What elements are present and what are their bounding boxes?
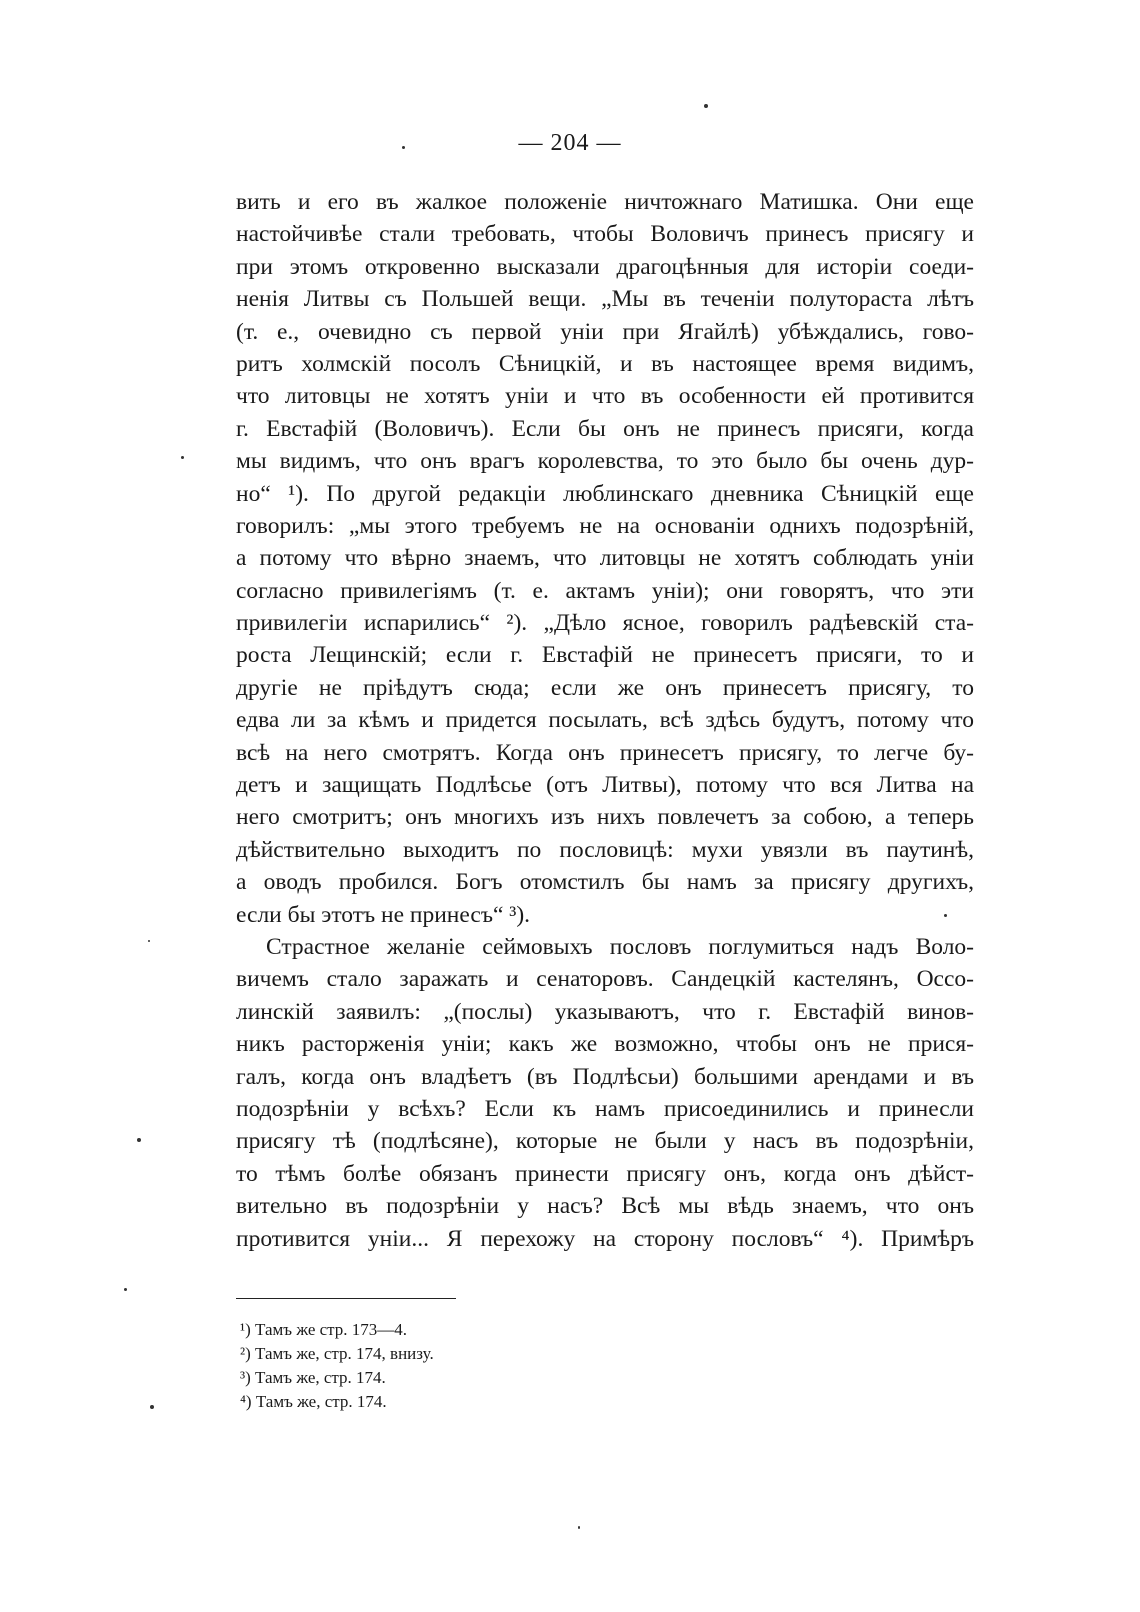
scan-speck	[148, 940, 150, 942]
text-line: него смотритъ; онъ многихъ изъ нихъ повлечетъ за собою, а теперь	[236, 804, 974, 831]
footnote: ²) Тамъ же, стр. 174, внизу.	[240, 1344, 434, 1363]
footnote: ³) Тамъ же, стр. 174.	[240, 1368, 386, 1387]
text-line: вительно въ подозрѣніи у насъ? Всѣ мы вѣдь знаемъ, что онъ	[236, 1193, 974, 1220]
text-line: всѣ на него смотрятъ. Когда онъ принесетъ присягу, то легче бу-	[236, 739, 974, 766]
text-line: (т. е., очевидно съ первой уніи при Ягайлѣ) убѣждались, гово-	[236, 318, 974, 345]
text-line: роста Лещинскій; если г. Евстафій не принесетъ присяги, то и	[236, 642, 974, 669]
text-line: что литовцы не хотятъ уніи и что въ особенности ей противится	[236, 383, 974, 410]
text-line: а оводъ пробился. Богъ отомстилъ бы намъ за присягу другихъ,	[236, 869, 974, 896]
text-line: противится уніи... Я перехожу на сторону пословъ“ ⁴). Примѣръ	[236, 1225, 974, 1252]
footnote: ¹) Тамъ же стр. 173—4.	[240, 1320, 408, 1339]
text-line: говорилъ: „мы этого требуемъ не на основаніи однихъ подозрѣній,	[236, 512, 974, 539]
text-line: при этомъ откровенно высказали драгоцѣнныя для исторіи соеди-	[236, 253, 974, 280]
text-line: согласно привилегіямъ (т. е. актамъ уніи); они говорятъ, что эти	[236, 577, 974, 604]
text-line: дѣйствительно выходитъ по пословицѣ: мухи увязли въ паутинѣ,	[236, 836, 974, 863]
text-line: мы видимъ, что онъ врагъ королевства, то это было бы очень дур-	[236, 448, 974, 475]
scan-speck	[150, 1405, 154, 1409]
text-line: вичемъ стало заражать и сенаторовъ. Сандецкій кастелянъ, Оссо-	[236, 966, 974, 993]
text-line: другіе не пріѣдутъ сюда; если же онъ принесетъ присягу, то	[236, 674, 974, 701]
scan-speck	[944, 914, 947, 917]
text-line: г. Евстафій (Воловичъ). Если бы онъ не принесъ присяги, когда	[236, 415, 974, 442]
text-line: подозрѣніи у всѣхъ? Если къ намъ присоединились и принесли	[236, 1095, 974, 1122]
text-line: ненія Литвы съ Польшей вещи. „Мы въ теченіи полутораста лѣтъ	[236, 286, 974, 313]
scan-speck	[704, 104, 708, 108]
text-line: а потому что вѣрно знаемъ, что литовцы не хотятъ соблюдать уніи	[236, 545, 974, 572]
text-line: едва ли за кѣмъ и придется посылать, всѣ здѣсь будутъ, потому что	[236, 707, 974, 734]
paragraph-start-line: Страстное желаніе сеймовыхъ пословъ поглумиться надъ Воло-	[266, 933, 974, 960]
text-line: привилегіи испарились“ ²). „Дѣло ясное, говорилъ радѣевскій ста-	[236, 610, 974, 637]
footnote: ⁴) Тамъ же, стр. 174.	[240, 1392, 387, 1411]
text-line: детъ и защищать Подлѣсье (отъ Литвы), потому что вся Литва на	[236, 772, 974, 799]
footnote-divider	[236, 1298, 456, 1299]
scan-speck	[402, 146, 405, 149]
text-line: линскій заявилъ: „(послы) указываютъ, что г. Евстафій винов-	[236, 998, 974, 1025]
text-line: то тѣмъ болѣе обязанъ принести присягу онъ, когда онъ дѣйст-	[236, 1160, 974, 1187]
text-line: вить и его въ жалкое положеніе ничтожнаго Матишка. Они еще	[236, 189, 974, 215]
scan-speck	[124, 1288, 127, 1291]
scan-speck	[137, 1138, 141, 1142]
text-line: но“ ¹). По другой редакціи люблинскаго дневника Сѣницкій еще	[236, 480, 974, 507]
text-line: галъ, когда онъ владѣетъ (въ Подлѣсьи) большими арендами и въ	[236, 1063, 974, 1090]
body-text	[236, 186, 974, 1255]
text-line: никъ расторженія уніи; какъ же возможно, чтобы онъ не прися-	[236, 1031, 974, 1058]
text-line: ритъ холмскій посолъ Сѣницкій, и въ настоящее время видимъ,	[236, 350, 974, 377]
paragraph-end-line: если бы этотъ не принесъ“ ³).	[236, 901, 531, 928]
footnotes	[240, 1318, 740, 1414]
page-number: — 204 —	[518, 130, 622, 156]
scan-speck	[181, 456, 184, 459]
scan-speck	[578, 1526, 580, 1529]
text-line: присягу тѣ (подлѣсяне), которые не были у насъ въ подозрѣніи,	[236, 1128, 974, 1155]
text-line: настойчивѣе стали требовать, чтобы Воловичъ принесъ присягу и	[236, 221, 974, 248]
